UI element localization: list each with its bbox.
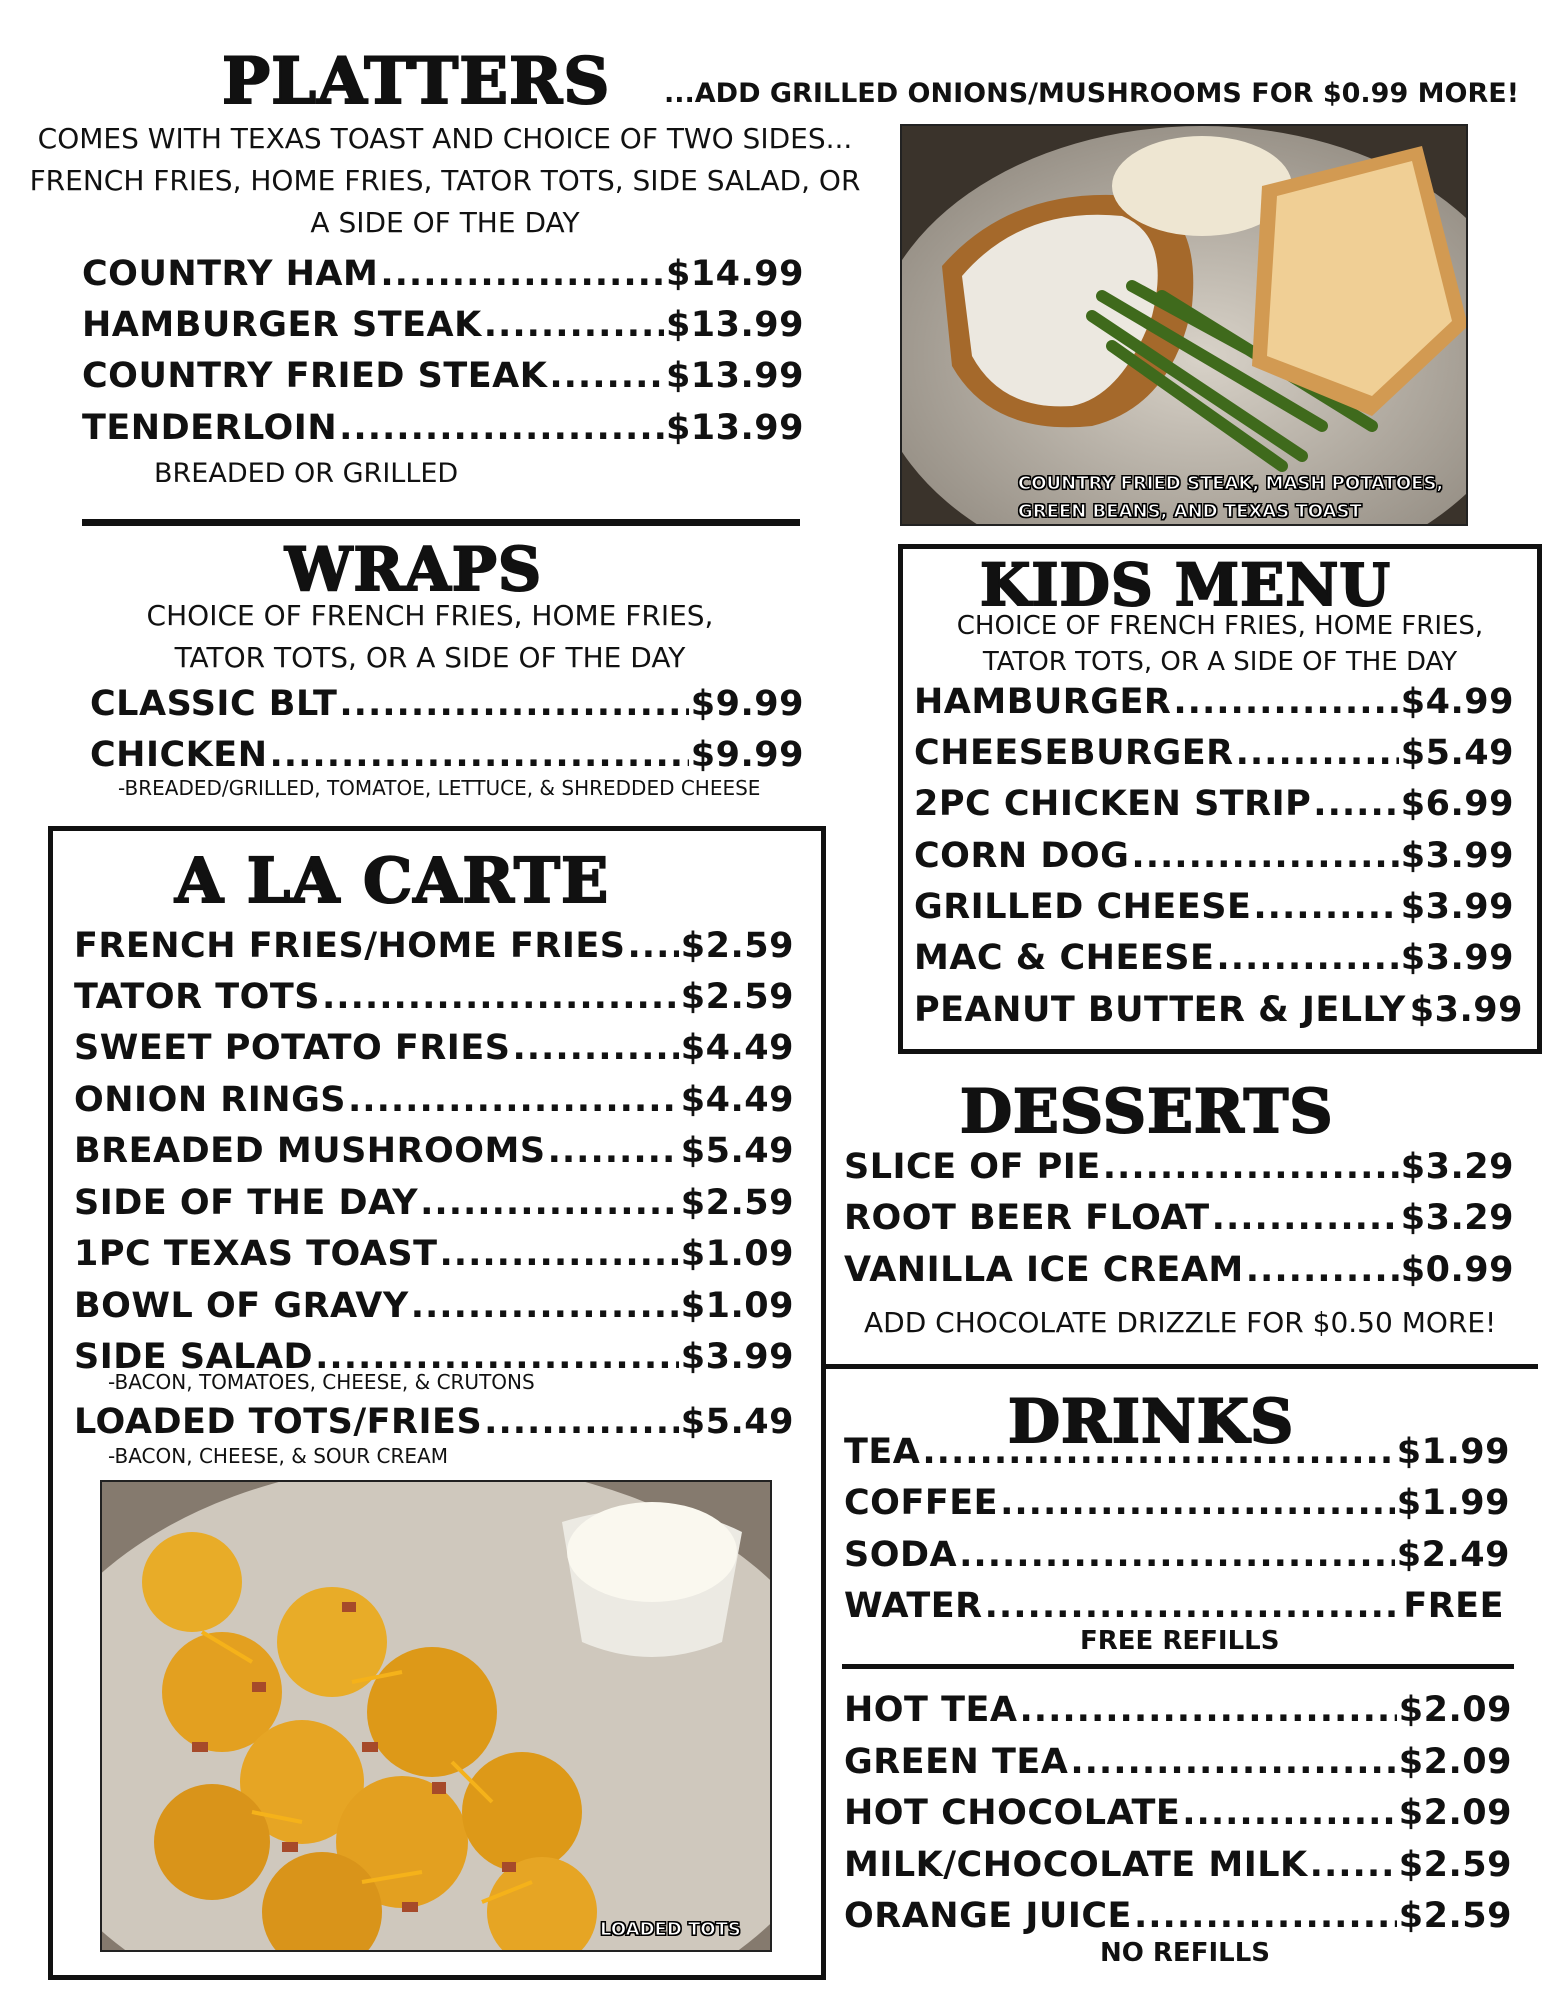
leader-dots bbox=[959, 1535, 1395, 1575]
item-name: COFFEE bbox=[844, 1483, 999, 1523]
item-price: $2.09 bbox=[1398, 1793, 1512, 1833]
menu-item-kids-pbj bbox=[914, 990, 1523, 1030]
menu-item-country-ham bbox=[82, 254, 804, 294]
menu-item-breaded-mushrooms bbox=[74, 1131, 794, 1171]
leader-dots bbox=[411, 1286, 679, 1326]
leader-dots bbox=[339, 684, 688, 724]
item-price: $2.59 bbox=[1398, 1896, 1512, 1936]
leader-dots bbox=[1134, 1896, 1397, 1936]
menu-item-sweet-potato-fries bbox=[74, 1028, 794, 1068]
menu-item-texas-toast bbox=[74, 1234, 794, 1274]
leader-dots bbox=[322, 977, 679, 1017]
item-name: 1PC TEXAS TOAST bbox=[74, 1234, 438, 1274]
menu-item-hot-tea bbox=[844, 1690, 1512, 1730]
item-name: CHEESEBURGER bbox=[914, 733, 1234, 773]
menu-item-kids-hamburger bbox=[914, 682, 1514, 722]
item-name: ONION RINGS bbox=[74, 1080, 346, 1120]
leader-dots bbox=[484, 1402, 679, 1442]
desserts-addon: ADD CHOCOLATE DRIZZLE FOR $0.50 MORE! bbox=[864, 1306, 1497, 1339]
item-price: $2.59 bbox=[680, 926, 794, 966]
leader-dots bbox=[1131, 836, 1398, 876]
leader-dots bbox=[548, 1131, 679, 1171]
menu-item-tea bbox=[844, 1432, 1510, 1472]
item-price: $5.49 bbox=[1400, 733, 1514, 773]
loaded-tots-image bbox=[102, 1482, 772, 1952]
menu-item-green-tea bbox=[844, 1742, 1512, 1782]
item-name: MILK/CHOCOLATE MILK bbox=[844, 1845, 1308, 1885]
menu-item-classic-blt bbox=[90, 684, 804, 724]
leader-dots bbox=[1182, 1793, 1397, 1833]
item-name: GRILLED CHEESE bbox=[914, 887, 1252, 927]
item-price: $1.99 bbox=[1396, 1483, 1510, 1523]
item-name: HAMBURGER STEAK bbox=[82, 305, 482, 345]
item-price: $5.49 bbox=[680, 1402, 794, 1442]
leader-dots bbox=[380, 254, 664, 294]
menu-item-kids-mac-cheese bbox=[914, 938, 1514, 978]
kids-menu-title: KIDS MENU bbox=[980, 551, 1391, 619]
item-name: SODA bbox=[844, 1535, 958, 1575]
item-name: TATOR TOTS bbox=[74, 977, 321, 1017]
item-price: $5.49 bbox=[680, 1131, 794, 1171]
tenderloin-note: BREADED OR GRILLED bbox=[154, 458, 459, 489]
item-price: $3.99 bbox=[1400, 887, 1514, 927]
item-price: $3.99 bbox=[1400, 938, 1514, 978]
no-refills-note: NO REFILLS bbox=[1100, 1938, 1270, 1968]
leader-dots bbox=[1103, 1147, 1399, 1187]
item-name: HOT TEA bbox=[844, 1690, 1018, 1730]
leader-dots bbox=[1253, 887, 1398, 927]
leader-dots bbox=[549, 356, 664, 396]
item-name: CORN DOG bbox=[914, 836, 1130, 876]
menu-item-vanilla-ice-cream bbox=[844, 1250, 1514, 1290]
item-name: TEA bbox=[844, 1432, 921, 1472]
item-price: $4.49 bbox=[680, 1080, 794, 1120]
item-name: HOT CHOCOLATE bbox=[844, 1793, 1181, 1833]
leader-dots bbox=[484, 305, 664, 345]
menu-item-french-fries bbox=[74, 926, 794, 966]
item-name: VANILLA ICE CREAM bbox=[844, 1250, 1244, 1290]
steak-plate-image bbox=[902, 126, 1468, 526]
item-price: $2.59 bbox=[1398, 1845, 1512, 1885]
menu-item-water bbox=[844, 1586, 1504, 1626]
menu-item-country-fried-steak bbox=[82, 356, 804, 396]
item-price: $1.99 bbox=[1396, 1432, 1510, 1472]
desserts-divider bbox=[826, 1364, 1538, 1369]
steak-photo-caption bbox=[1018, 470, 1443, 526]
platters-note-line: COMES WITH TEXAS TOAST AND CHOICE OF TWO SIDES... bbox=[37, 122, 853, 155]
kids-note-line: TATOR TOTS, OR A SIDE OF THE DAY bbox=[982, 647, 1458, 677]
item-name: SIDE SALAD bbox=[74, 1337, 314, 1377]
item-price: $1.09 bbox=[680, 1286, 794, 1326]
menu-item-slice-of-pie bbox=[844, 1147, 1514, 1187]
menu-item-chicken-wrap bbox=[90, 735, 804, 775]
item-name: BREADED MUSHROOMS bbox=[74, 1131, 546, 1171]
item-price: $2.59 bbox=[680, 977, 794, 1017]
item-price: $0.99 bbox=[1400, 1250, 1514, 1290]
caption-line: COUNTRY FRIED STEAK, MASH POTATOES, bbox=[1018, 473, 1444, 494]
platters-note-line: FRENCH FRIES, HOME FRIES, TATOR TOTS, SIDE SALAD, OR bbox=[29, 164, 861, 197]
item-price: $4.49 bbox=[680, 1028, 794, 1068]
platters-divider bbox=[82, 519, 800, 526]
leader-dots bbox=[1313, 784, 1399, 824]
item-price: $6.99 bbox=[1400, 784, 1514, 824]
item-name: COUNTRY HAM bbox=[82, 254, 379, 294]
desserts-title: DESSERTS bbox=[960, 1077, 1334, 1147]
leader-dots bbox=[1246, 1250, 1399, 1290]
leader-dots bbox=[1019, 1690, 1396, 1730]
item-price: $2.09 bbox=[1398, 1742, 1512, 1782]
menu-item-hamburger-steak bbox=[82, 305, 804, 345]
wraps-note-line: CHOICE OF FRENCH FRIES, HOME FRIES, bbox=[146, 599, 714, 632]
item-name: ORANGE JUICE bbox=[844, 1896, 1132, 1936]
item-price: $3.99 bbox=[1400, 836, 1514, 876]
item-price: $3.99 bbox=[680, 1337, 794, 1377]
leader-dots bbox=[1212, 1198, 1399, 1238]
item-name: LOADED TOTS/FRIES bbox=[74, 1402, 483, 1442]
item-price: $3.99 bbox=[1409, 990, 1523, 1030]
item-price: $14.99 bbox=[665, 254, 804, 294]
leader-dots bbox=[439, 1234, 678, 1274]
item-name: BOWL OF GRAVY bbox=[74, 1286, 409, 1326]
item-name: CHICKEN bbox=[90, 735, 268, 775]
menu-item-tator-tots bbox=[74, 977, 794, 1017]
wraps-title: WRAPS bbox=[285, 535, 543, 605]
menu-item-coffee bbox=[844, 1483, 1510, 1523]
menu-item-orange-juice bbox=[844, 1896, 1512, 1936]
item-name: ROOT BEER FLOAT bbox=[844, 1198, 1210, 1238]
wraps-notes bbox=[110, 595, 750, 679]
alacarte-title: A LA CARTE bbox=[175, 844, 610, 917]
item-name: CLASSIC BLT bbox=[90, 684, 338, 724]
menu-item-bowl-of-gravy bbox=[74, 1286, 794, 1326]
leader-dots bbox=[1000, 1483, 1395, 1523]
menu-item-kids-grilled-cheese bbox=[914, 887, 1514, 927]
item-price: $13.99 bbox=[665, 356, 804, 396]
item-price: $1.09 bbox=[680, 1234, 794, 1274]
country-fried-steak-photo bbox=[900, 124, 1468, 526]
menu-item-kids-chicken-strip bbox=[914, 784, 1514, 824]
item-name: MAC & CHEESE bbox=[914, 938, 1215, 978]
platters-addon: ...ADD GRILLED ONIONS/MUSHROOMS FOR $0.99 MORE! bbox=[664, 78, 1520, 109]
leader-dots bbox=[1310, 1845, 1397, 1885]
menu-item-hot-chocolate bbox=[844, 1793, 1512, 1833]
side-salad-note: -BACON, TOMATOES, CHEESE, & CRUTONS bbox=[108, 1370, 535, 1394]
item-price: $3.29 bbox=[1400, 1198, 1514, 1238]
drinks-divider bbox=[842, 1664, 1514, 1669]
item-price: $3.29 bbox=[1400, 1147, 1514, 1187]
menu-item-kids-cheeseburger bbox=[914, 733, 1514, 773]
item-price: $13.99 bbox=[665, 408, 804, 448]
item-price: FREE bbox=[1403, 1586, 1504, 1626]
item-name: SLICE OF PIE bbox=[844, 1147, 1101, 1187]
leader-dots bbox=[270, 735, 689, 775]
drinks-title: DRINKS bbox=[1008, 1387, 1295, 1457]
item-name: FRENCH FRIES/HOME FRIES bbox=[74, 926, 626, 966]
leader-dots bbox=[348, 1080, 679, 1120]
caption-line: GREEN BEANS, AND TEXAS TOAST bbox=[1018, 501, 1362, 522]
leader-dots bbox=[339, 408, 664, 448]
platters-title: PLATTERS bbox=[222, 44, 611, 119]
item-price: $13.99 bbox=[665, 305, 804, 345]
menu-item-onion-rings bbox=[74, 1080, 794, 1120]
menu-item-side-of-the-day bbox=[74, 1183, 794, 1223]
item-price: $2.09 bbox=[1398, 1690, 1512, 1730]
leader-dots bbox=[985, 1586, 1402, 1626]
menu-item-root-beer-float bbox=[844, 1198, 1514, 1238]
kids-note-line: CHOICE OF FRENCH FRIES, HOME FRIES, bbox=[956, 611, 1484, 641]
item-name: SIDE OF THE DAY bbox=[74, 1183, 419, 1223]
leader-dots bbox=[1236, 733, 1399, 773]
item-price: $2.49 bbox=[1396, 1535, 1510, 1575]
menu-item-tenderloin bbox=[82, 408, 804, 448]
item-name: SWEET POTATO FRIES bbox=[74, 1028, 511, 1068]
item-price: $2.59 bbox=[680, 1183, 794, 1223]
loaded-tots-caption: LOADED TOTS bbox=[600, 1919, 741, 1940]
leader-dots bbox=[512, 1028, 678, 1068]
item-price: $9.99 bbox=[690, 684, 804, 724]
item-name: PEANUT BUTTER & JELLY bbox=[914, 990, 1406, 1030]
free-refills-note: FREE REFILLS bbox=[1080, 1626, 1280, 1656]
leader-dots bbox=[1173, 682, 1398, 722]
leader-dots bbox=[922, 1432, 1394, 1472]
loaded-tots-photo bbox=[100, 1480, 772, 1952]
item-name: TENDERLOIN bbox=[82, 408, 338, 448]
loaded-tots-note: -BACON, CHEESE, & SOUR CREAM bbox=[108, 1444, 448, 1468]
item-name: 2PC CHICKEN STRIP bbox=[914, 784, 1312, 824]
menu-item-soda bbox=[844, 1535, 1510, 1575]
platters-note-line: A SIDE OF THE DAY bbox=[310, 206, 580, 239]
item-name: WATER bbox=[844, 1586, 983, 1626]
item-name: GREEN TEA bbox=[844, 1742, 1069, 1782]
kids-notes bbox=[920, 608, 1520, 680]
leader-dots bbox=[627, 926, 678, 966]
wraps-note-line: TATOR TOTS, OR A SIDE OF THE DAY bbox=[174, 641, 686, 674]
chicken-wrap-note: -BREADED/GRILLED, TOMATOE, LETTUCE, & SHREDDED CHEESE bbox=[118, 776, 761, 800]
item-price: $4.99 bbox=[1400, 682, 1514, 722]
menu-item-kids-corn-dog bbox=[914, 836, 1514, 876]
item-name: HAMBURGER bbox=[914, 682, 1172, 722]
item-price: $9.99 bbox=[690, 735, 804, 775]
leader-dots bbox=[420, 1183, 679, 1223]
leader-dots bbox=[1070, 1742, 1396, 1782]
menu-item-milk bbox=[844, 1845, 1512, 1885]
leader-dots bbox=[1216, 938, 1398, 978]
item-name: COUNTRY FRIED STEAK bbox=[82, 356, 548, 396]
menu-item-loaded-tots bbox=[74, 1402, 794, 1442]
platters-notes bbox=[20, 118, 870, 244]
